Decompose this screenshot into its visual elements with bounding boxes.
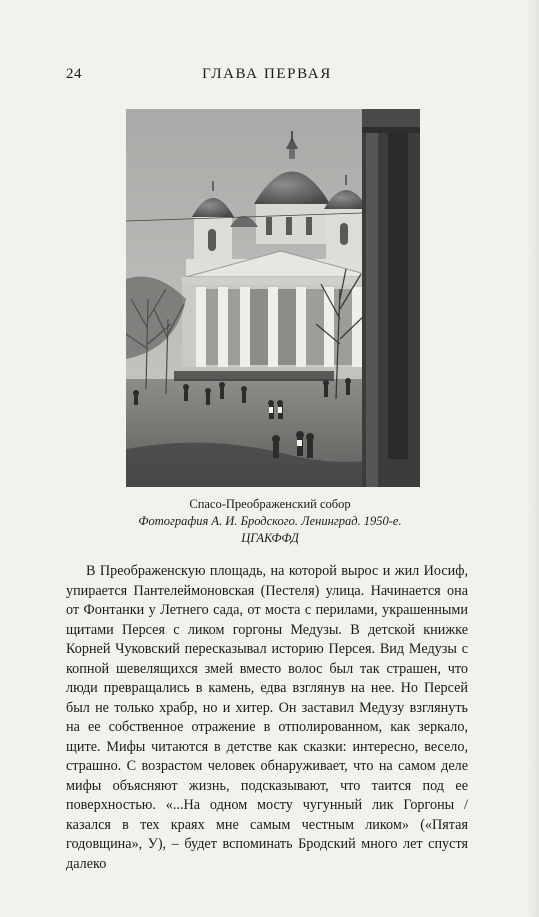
- page-edge-shadow: [525, 0, 539, 917]
- body-paragraph: В Преображенскую площадь, на которой вырос и жил Иосиф, упирается Пантелеймоновская (Пестеля) улица. Начинается она от Фонтанки у Летнего сада, от моста с перилами, украшенными щитами Персея с ликом горгоны Медузы. В детской книжке Корней Чуковский пересказывал историю Персея. Вид Медузы с копной шевелящихся змей вместо волос был так страшен, что люди превращались в камень, едва взглянув на нее. Но Персей был не только храбр, но и хитер. Он заставил Медузу взглянуть на ее собственное отражение в отполированном, как зеркало, щите. Мифы читаются в детстве как сказки: интересно, весело, страшно. С возрастом человек обнаруживает, что на самом деле мифы объясняют жизнь, подсказывают, что таится под ее поверхностью. «...На одном мосту чугунный лик Горгоны / казался в тех краях мне самым честным ликом» («Пятая годовщина», У), – будет вспоминать Бродский много лет спустя далеко: [66, 563, 468, 872]
- cathedral-photo-image: [126, 109, 420, 487]
- page-number: 24: [66, 66, 82, 82]
- chapter-title: ГЛАВА ПЕРВАЯ: [202, 66, 332, 82]
- caption-archive: ЦГАКФФД: [241, 531, 299, 545]
- running-header: [66, 66, 468, 86]
- caption-title: Спасо-Преображенский собор: [189, 497, 351, 511]
- figure-caption: [60, 496, 480, 547]
- caption-credit: Фотография А. И. Бродского. Ленинград. 1950-е.: [138, 514, 402, 528]
- cathedral-photograph: [126, 109, 420, 487]
- body-text: [66, 562, 468, 874]
